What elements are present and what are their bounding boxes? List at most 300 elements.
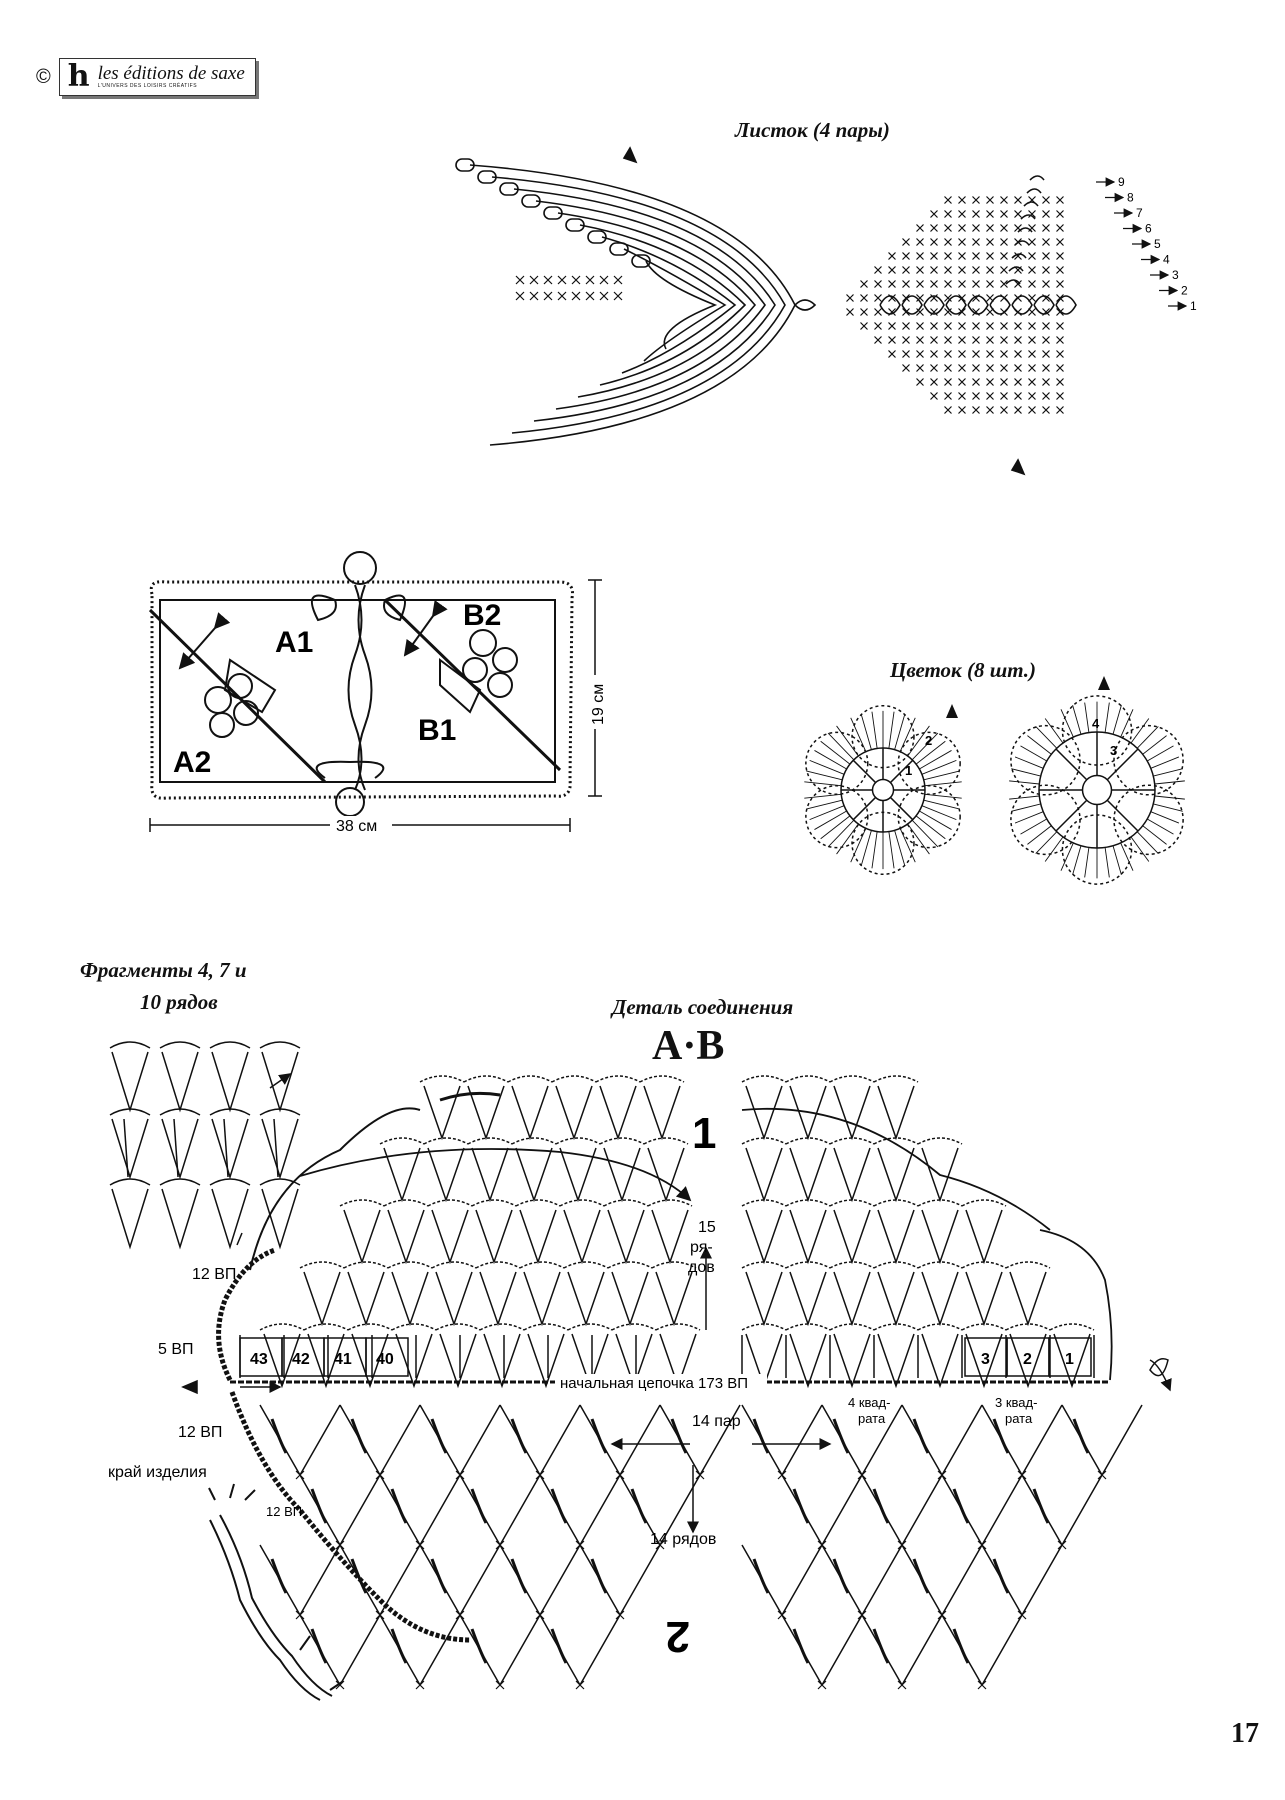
sc-stitch-icon: [1015, 351, 1022, 358]
sc-stitch-icon: [1057, 211, 1064, 218]
block-number: 1: [1065, 1351, 1074, 1368]
mesh-long-stitch: [312, 1489, 326, 1523]
sc-stitch-icon: [1057, 393, 1064, 400]
sc-stitch-icon: [945, 393, 952, 400]
chain-arc: [612, 1324, 656, 1330]
sc-stitch-icon: [959, 197, 966, 204]
sc-stitch-icon: [987, 225, 994, 232]
sc-stitch-icon: [600, 276, 608, 284]
sc-stitch-icon: [931, 393, 938, 400]
chain-arc: [508, 1076, 552, 1082]
chain-arc: [300, 1262, 344, 1268]
chain-arc: [600, 1138, 644, 1144]
flower-dc-stitch: [1113, 705, 1121, 734]
leaf-center-loop: [1034, 296, 1054, 314]
flower-a-start-marker: [946, 704, 958, 718]
squares3-line1: 3 квад-: [995, 1395, 1038, 1410]
sc-stitch-icon: [931, 253, 938, 260]
mesh-long-stitch: [272, 1559, 286, 1593]
sc-stitch-icon: [1029, 351, 1036, 358]
fan-stitch: [524, 1272, 560, 1324]
chain-arc: [340, 1200, 384, 1206]
fan-stitch: [480, 1272, 516, 1324]
sc-stitch-icon: [1001, 379, 1008, 386]
block-number: 2: [1023, 1351, 1032, 1368]
fan-stitch: [424, 1086, 460, 1138]
rows15-num: 15: [698, 1219, 716, 1236]
flower-ring: [1083, 776, 1112, 805]
sc-stitch-icon: [959, 239, 966, 246]
fan-stitch: [790, 1272, 826, 1324]
fan-stitch: [834, 1148, 870, 1200]
sc-stitch-icon: [1001, 267, 1008, 274]
sc-stitch-icon: [903, 267, 910, 274]
sc-stitch-icon: [1001, 365, 1008, 372]
sc-stitch-icon: [496, 1681, 504, 1689]
mesh-line: [1022, 1475, 1102, 1545]
label-b1: B1: [418, 714, 457, 747]
sc-stitch-icon: [861, 281, 868, 288]
fragment-fan: [162, 1119, 198, 1177]
sc-stitch-icon: [973, 239, 980, 246]
sc-stitch-icon: [973, 351, 980, 358]
flower-dc-stitch: [916, 816, 945, 839]
mesh-long-stitch: [472, 1489, 486, 1523]
sc-stitch-icon: [917, 365, 924, 372]
fragment-fan-stitch: [274, 1119, 278, 1177]
fan-stitch: [652, 1210, 688, 1262]
flower-dc-stitch: [924, 800, 960, 809]
leaf-diagram: [456, 148, 1076, 474]
sc-stitch-icon: [903, 351, 910, 358]
sc-stitch-icon: [945, 267, 952, 274]
sc-stitch-icon: [903, 281, 910, 288]
leaf-row-number: 5: [1154, 237, 1161, 251]
sc-stitch-icon: [931, 379, 938, 386]
sc-stitch-icon: [1043, 337, 1050, 344]
block-number: 41: [334, 1351, 352, 1368]
flower-dc-stitch: [1009, 781, 1039, 784]
sc-stitch-icon: [973, 407, 980, 414]
sc-stitch-icon: [875, 323, 882, 330]
mesh-long-stitch: [834, 1419, 848, 1453]
mesh-long-stitch: [794, 1489, 808, 1523]
fan-stitch: [348, 1272, 384, 1324]
sc-stitch-icon: [818, 1681, 826, 1689]
sc-stitch-icon: [847, 295, 854, 302]
sc-stitch-icon: [973, 323, 980, 330]
chain-arc: [596, 1076, 640, 1082]
mesh-long-stitch: [914, 1419, 928, 1453]
flower-dc-stitch: [837, 726, 859, 756]
chain-12-top: 12 ВП: [192, 1266, 237, 1283]
fragment-fan: [112, 1189, 148, 1247]
mesh-long-stitch: [312, 1629, 326, 1663]
mesh-long-stitch: [432, 1559, 446, 1593]
sc-stitch-icon: [973, 225, 980, 232]
chain-arc: [348, 1324, 392, 1330]
sc-stitch-icon: [889, 323, 896, 330]
sc-stitch-icon: [1029, 337, 1036, 344]
flower-dc-stitch: [810, 760, 844, 774]
fragment-fan: [212, 1052, 248, 1110]
sc-stitch-icon: [1057, 337, 1064, 344]
fan-stitch: [520, 1210, 556, 1262]
fragment-chain-arc: [110, 1042, 150, 1048]
sc-stitch-icon: [973, 253, 980, 260]
flower-dc-stitch: [1009, 796, 1039, 799]
mesh-long-stitch: [672, 1419, 686, 1453]
fan-stitch: [878, 1272, 914, 1324]
sc-stitch-icon: [572, 276, 580, 284]
mesh-long-stitch: [272, 1419, 286, 1453]
sc-stitch-icon: [903, 337, 910, 344]
chain-arc: [468, 1138, 512, 1144]
leaf-row-numbers: [1096, 175, 1197, 313]
sc-stitch-icon: [945, 239, 952, 246]
sc-stitch-icon: [875, 267, 882, 274]
flower-round-4: 4: [1092, 716, 1100, 731]
leaf-row-turn: [1030, 176, 1044, 180]
sc-stitch-icon: [1057, 239, 1064, 246]
sc-stitch-icon: [1057, 267, 1064, 274]
fan-stitch: [436, 1272, 472, 1324]
chain-arc: [556, 1138, 600, 1144]
sc-stitch-icon: [903, 365, 910, 372]
sc-stitch-icon: [586, 292, 594, 300]
leaf-title: Листок (4 пары): [735, 118, 890, 142]
sc-stitch-icon: [987, 351, 994, 358]
mesh-line: [500, 1405, 580, 1475]
sc-stitch-icon: [1015, 211, 1022, 218]
sc-stitch-icon: [1015, 323, 1022, 330]
leaf-row-number: 7: [1136, 206, 1143, 220]
sc-stitch-icon: [1015, 197, 1022, 204]
mesh-long-stitch: [954, 1489, 968, 1523]
fragment-chain-arc: [210, 1042, 250, 1048]
sc-stitch-icon: [600, 292, 608, 300]
fan-stitch: [644, 1086, 680, 1138]
sc-stitch-icon: [1001, 239, 1008, 246]
mesh-line: [300, 1615, 380, 1685]
mesh-line: [822, 1545, 902, 1615]
sc-stitch-icon: [973, 267, 980, 274]
mesh-long-stitch: [632, 1489, 646, 1523]
sc-stitch-icon: [1001, 407, 1008, 414]
fan-stitch: [392, 1272, 428, 1324]
mesh-line: [902, 1405, 982, 1475]
sc-stitch-icon: [586, 276, 594, 284]
right-top-arc: [742, 1109, 1050, 1230]
sc-stitch-icon: [959, 393, 966, 400]
sc-stitch-icon: [1043, 365, 1050, 372]
squares4-line2: рата: [858, 1411, 886, 1426]
right-motif-icon: [440, 630, 517, 712]
sc-stitch-icon: [1057, 197, 1064, 204]
sc-stitch-icon: [1029, 281, 1036, 288]
block-number: 42: [292, 1351, 310, 1368]
leaf-center-loop: [990, 296, 1010, 314]
mesh-line: [862, 1615, 942, 1685]
part-1-label: 1: [692, 1109, 717, 1158]
mesh-line: [742, 1405, 822, 1475]
sc-stitch-icon: [973, 211, 980, 218]
sc-stitch-icon: [1029, 267, 1036, 274]
fan-stitch: [966, 1272, 1002, 1324]
fragment-fan: [162, 1189, 198, 1247]
leaf-row-number: 3: [1172, 268, 1179, 282]
fan-stitch: [608, 1210, 644, 1262]
flower-dc-stitch: [912, 820, 938, 847]
flower-diagram-small: [804, 706, 961, 875]
flower-dc-stitch: [872, 712, 877, 749]
fragment-chain-arc: [160, 1179, 200, 1185]
sc-stitch-icon: [945, 365, 952, 372]
sc-stitch-icon: [1029, 379, 1036, 386]
sc-stitch-icon: [917, 225, 924, 232]
sc-stitch-icon: [530, 292, 538, 300]
joining-ab-label: A·B: [652, 1023, 725, 1069]
sc-stitch-icon: [959, 351, 966, 358]
sc-stitch-icon: [1001, 197, 1008, 204]
fan-stitch: [476, 1210, 512, 1262]
sc-stitch-icon: [959, 323, 966, 330]
fragment-fan-stitch: [124, 1119, 128, 1177]
chain-12-mid: 12 ВП: [178, 1424, 223, 1441]
sc-stitch-icon: [987, 365, 994, 372]
sc-stitch-icon: [1001, 225, 1008, 232]
chain-arc: [552, 1076, 596, 1082]
flower-dc-stitch: [1105, 847, 1109, 877]
sc-stitch-icon: [516, 276, 524, 284]
flower-dc-stitch: [1015, 757, 1043, 768]
sc-stitch-icon: [1057, 323, 1064, 330]
fan-stitch: [790, 1334, 826, 1386]
mesh-line: [460, 1615, 540, 1685]
fragment-chain-arc: [210, 1179, 250, 1185]
sc-stitch-icon: [1029, 253, 1036, 260]
fan-stitch: [512, 1086, 548, 1138]
sc-stitch-icon: [1015, 407, 1022, 414]
rows15-word-1: ря-: [690, 1239, 713, 1256]
block-number: 40: [376, 1351, 394, 1368]
sc-stitch-icon: [544, 292, 552, 300]
sc-stitch-icon: [875, 281, 882, 288]
flower-dc-stitch: [1155, 781, 1185, 784]
mesh-long-stitch: [874, 1489, 888, 1523]
leaf-start-marker: [624, 148, 636, 162]
flower-dc-stitch: [1085, 847, 1089, 877]
sc-stitch-icon: [1015, 365, 1022, 372]
fragment-fan: [112, 1119, 148, 1177]
fan-stitch: [484, 1334, 520, 1386]
leaf-row-number: 6: [1145, 221, 1152, 236]
sc-stitch-icon: [987, 323, 994, 330]
flower-title: Цветок (8 шт.): [890, 658, 1037, 682]
chain-arc: [560, 1200, 604, 1206]
sc-stitch-icon: [889, 267, 896, 274]
sc-stitch-icon: [1057, 407, 1064, 414]
sc-stitch-icon: [889, 337, 896, 344]
mesh-line: [942, 1615, 1022, 1685]
sc-stitch-icon: [898, 1681, 906, 1689]
edge-label: край изделия: [108, 1464, 207, 1481]
fragment-chain-arc: [160, 1042, 200, 1048]
sc-stitch-icon: [931, 225, 938, 232]
mesh-long-stitch: [1074, 1419, 1088, 1453]
sc-stitch-icon: [945, 323, 952, 330]
flower-dc-stitch: [821, 741, 850, 764]
width-label: 38 см: [336, 818, 378, 835]
fan-stitch: [344, 1210, 380, 1262]
flower-ring: [873, 780, 894, 801]
sc-stitch-icon: [978, 1681, 986, 1689]
mesh-line: [782, 1475, 862, 1545]
label-a1: A1: [275, 626, 314, 659]
chain-arc: [428, 1200, 472, 1206]
mesh-line: [300, 1475, 380, 1545]
fragment-fan-stitch: [224, 1119, 228, 1177]
fan-stitch: [432, 1210, 468, 1262]
fan-stitch: [604, 1148, 640, 1200]
pairs-label: 14 пар: [692, 1413, 741, 1430]
flower-dc-stitch: [1151, 757, 1179, 768]
mesh-long-stitch: [432, 1419, 446, 1453]
chain-arc: [608, 1262, 652, 1268]
leaf-row-number: 1: [1190, 299, 1197, 313]
fan-stitch: [834, 1272, 870, 1324]
sc-stitch-icon: [987, 281, 994, 288]
flower-dc-stitch: [806, 800, 842, 809]
mesh-line: [580, 1405, 660, 1475]
chain-arc: [344, 1262, 388, 1268]
chain-arc: [464, 1076, 508, 1082]
sc-stitch-icon: [1057, 281, 1064, 288]
chain-arc: [384, 1200, 428, 1206]
bottom-leaves-icon: [317, 762, 384, 778]
sc-stitch-icon: [1043, 379, 1050, 386]
chain-arc: [304, 1324, 348, 1330]
squares3-line2: рата: [1005, 1411, 1033, 1426]
mesh-long-stitch: [552, 1489, 566, 1523]
sc-stitch-icon: [558, 292, 566, 300]
flower-dc-stitch: [1151, 812, 1179, 823]
flower-dc-stitch: [837, 824, 859, 854]
chain-arc: [392, 1324, 436, 1330]
sc-stitch-icon: [875, 309, 882, 316]
sc-stitch-icon: [931, 239, 938, 246]
publisher-name: les éditions de saxe: [97, 63, 245, 84]
flower-dc-stitch: [922, 760, 956, 774]
leaf-row-turn: [1018, 228, 1032, 232]
flower-spoke: [890, 797, 912, 819]
flower-dc-stitch: [1015, 812, 1043, 823]
sc-stitch-icon: [931, 337, 938, 344]
sc-stitch-icon: [875, 295, 882, 302]
fragment-chain-arc: [110, 1179, 150, 1185]
sc-stitch-icon: [889, 253, 896, 260]
sc-stitch-icon: [1029, 407, 1036, 414]
fan-stitch: [516, 1148, 552, 1200]
sc-stitch-icon: [1043, 253, 1050, 260]
sc-stitch-icon: [973, 337, 980, 344]
chain-12-small: 12 ВП: [266, 1504, 303, 1519]
sc-stitch-icon: [945, 379, 952, 386]
flower-dc-stitch: [828, 733, 854, 760]
chain-arc: [656, 1324, 700, 1330]
sc-stitch-icon: [1043, 267, 1050, 274]
fan-stitch: [834, 1210, 870, 1262]
joining-title: Деталь соединения: [612, 995, 794, 1019]
flower-dc-stitch: [806, 771, 842, 780]
fan-stitch: [568, 1272, 604, 1324]
direction-arrow-left: [180, 628, 215, 668]
flower-dc-stitch: [814, 750, 846, 769]
fragment-fan: [162, 1052, 198, 1110]
block-number: 43: [250, 1351, 268, 1368]
mesh-line: [420, 1405, 500, 1475]
mesh-line: [862, 1475, 942, 1545]
chain-arc: [786, 1076, 830, 1082]
fan-stitch: [656, 1272, 692, 1324]
sc-stitch-icon: [1015, 393, 1022, 400]
fan-stitch: [878, 1086, 914, 1138]
sc-stitch-icon: [917, 267, 924, 274]
sc-stitch-icon: [903, 253, 910, 260]
mesh-long-stitch: [472, 1629, 486, 1663]
chain-arc: [380, 1138, 424, 1144]
sc-stitch-icon: [847, 309, 854, 316]
fan-stitch: [922, 1272, 958, 1324]
fan-stitch: [834, 1334, 870, 1386]
sc-stitch-icon: [959, 407, 966, 414]
mesh-line: [580, 1545, 660, 1615]
sc-stitch-icon: [861, 323, 868, 330]
fan-stitch: [922, 1334, 958, 1386]
sc-stitch-icon: [1043, 239, 1050, 246]
leaf-arc: [492, 177, 785, 433]
mesh-long-stitch: [754, 1559, 768, 1593]
sc-stitch-icon: [614, 276, 622, 284]
mesh-long-stitch: [1034, 1489, 1048, 1523]
sc-stitch-icon: [889, 351, 896, 358]
sc-stitch-icon: [544, 276, 552, 284]
flower-dc-stitch: [1153, 769, 1182, 776]
sc-stitch-icon: [1001, 211, 1008, 218]
fan-stitch: [556, 1086, 592, 1138]
h-logo-icon: h: [67, 59, 90, 94]
layout-schematic: [150, 552, 602, 832]
sc-stitch-icon: [987, 239, 994, 246]
fan-stitch: [746, 1272, 782, 1324]
mesh-line: [742, 1545, 822, 1615]
fragment-fan: [212, 1119, 248, 1177]
fan-stitch: [564, 1210, 600, 1262]
mesh-line: [782, 1615, 862, 1685]
fragment-fan-stitch: [174, 1119, 178, 1177]
sc-stitch-icon: [931, 281, 938, 288]
sc-stitch-icon: [1043, 197, 1050, 204]
chain-arc: [648, 1200, 692, 1206]
flower-dc-stitch: [1011, 804, 1040, 811]
mesh-long-stitch: [392, 1629, 406, 1663]
numbered-blocks: [240, 1338, 1091, 1376]
chain-arc: [432, 1262, 476, 1268]
fan-stitch: [472, 1148, 508, 1200]
chain-arc: [520, 1262, 564, 1268]
flower-spoke: [1107, 800, 1138, 831]
sc-stitch-icon: [572, 292, 580, 300]
